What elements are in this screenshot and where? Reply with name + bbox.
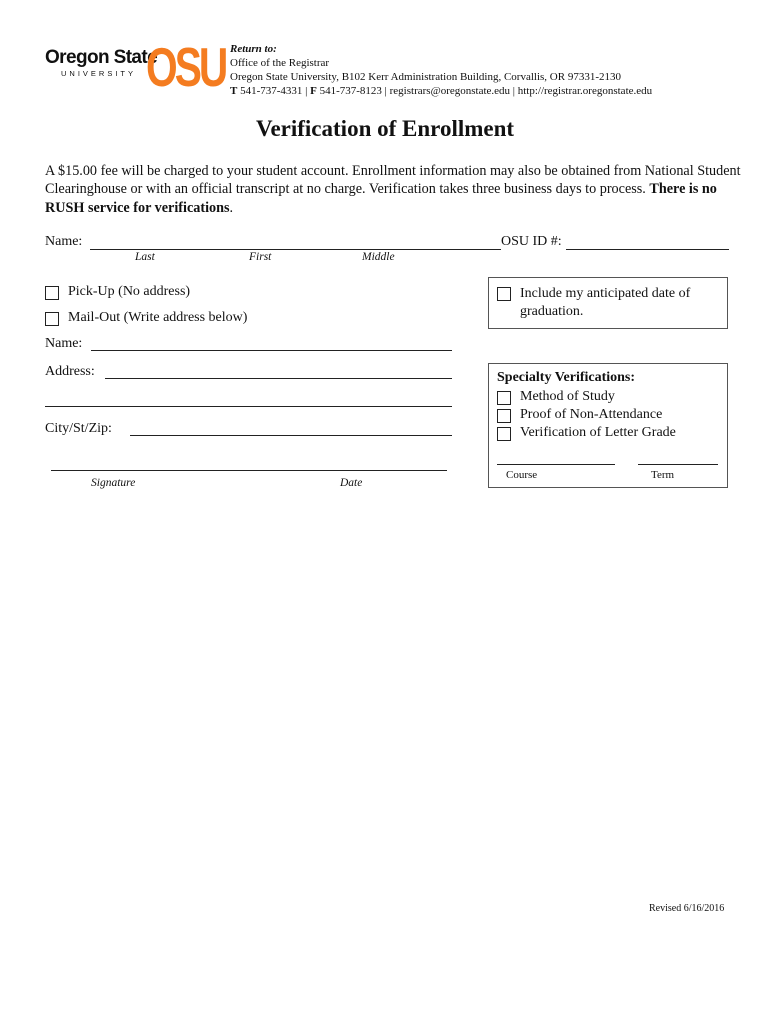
method-of-study-label: Method of Study	[520, 389, 615, 404]
city-label: City/St/Zip:	[45, 421, 112, 436]
return-address-block	[230, 42, 652, 98]
method-of-study-checkbox[interactable]	[497, 391, 511, 405]
mailout-checkbox[interactable]	[45, 312, 59, 326]
phone-label: T	[230, 85, 238, 97]
intro-paragraph	[45, 162, 745, 217]
course-label: Course	[506, 469, 538, 481]
fax-and-email: 541-737-8123 | registrars@oregonstate.edu | http://registrar.oregonstate.edu	[316, 85, 653, 97]
mailout-label: Mail-Out (Write address below)	[68, 310, 248, 325]
letter-grade-label: Verification of Letter Grade	[520, 425, 676, 440]
pickup-checkbox[interactable]	[45, 286, 59, 300]
signature-line[interactable]	[51, 470, 447, 471]
mail-name-field[interactable]	[91, 350, 452, 351]
logo-university: UNIVERSITY	[61, 69, 137, 78]
course-field[interactable]	[497, 464, 615, 465]
graduation-label-line1: Include my anticipated date of	[520, 286, 691, 301]
intro-end: .	[229, 199, 234, 216]
letter-grade-checkbox[interactable]	[497, 427, 511, 441]
phone-number: 541-737-4331 |	[237, 85, 311, 97]
fax-label: F	[310, 85, 317, 97]
name-field[interactable]	[90, 249, 501, 250]
graduation-checkbox[interactable]	[497, 287, 511, 301]
graduation-label	[520, 285, 690, 321]
return-to-label: Return to:	[230, 43, 277, 55]
revised-date: Revised 6/16/2016	[649, 903, 725, 914]
city-field[interactable]	[130, 435, 452, 436]
logo-name: Oregon State	[45, 47, 158, 68]
address-label: Address:	[45, 364, 95, 379]
office-name: Office of the Registrar	[230, 57, 330, 69]
name-sub-last: Last	[135, 251, 155, 263]
mail-name-label: Name:	[45, 336, 83, 351]
address-field-line1[interactable]	[105, 378, 452, 379]
non-attendance-checkbox[interactable]	[497, 409, 511, 423]
graduation-label-line2: graduation.	[520, 304, 584, 319]
term-field[interactable]	[638, 464, 718, 465]
intro-rush-note: There is no RUSH service for verifications	[45, 181, 717, 216]
signature-label: Signature	[91, 477, 136, 489]
osu-logo-mark: OSU	[146, 36, 226, 98]
osu-id-field[interactable]	[566, 249, 729, 250]
non-attendance-label: Proof of Non-Attendance	[520, 407, 663, 422]
specialty-title: Specialty Verifications:	[497, 370, 636, 385]
date-label: Date	[340, 477, 363, 489]
page-title: Verification of Enrollment	[255, 116, 515, 141]
osu-id-label: OSU ID #:	[501, 234, 562, 249]
pickup-label: Pick-Up (No address)	[68, 284, 191, 299]
office-address: Oregon State University, B102 Kerr Administration Building, Corvallis, OR 97331-2130	[230, 71, 621, 83]
osu-logo-wordmark	[45, 48, 157, 78]
name-label: Name:	[45, 234, 83, 249]
office-contact	[230, 84, 652, 98]
name-sub-middle: Middle	[362, 251, 395, 263]
name-sub-first: First	[249, 251, 272, 263]
intro-text: A $15.00 fee will be charged to your student account. Enrollment information may also be obtained from National Student Clearinghouse or with an official transcript at no charge. Verification takes three business days to process.	[45, 163, 741, 198]
address-field-line2[interactable]	[45, 406, 452, 407]
term-label: Term	[651, 469, 675, 481]
